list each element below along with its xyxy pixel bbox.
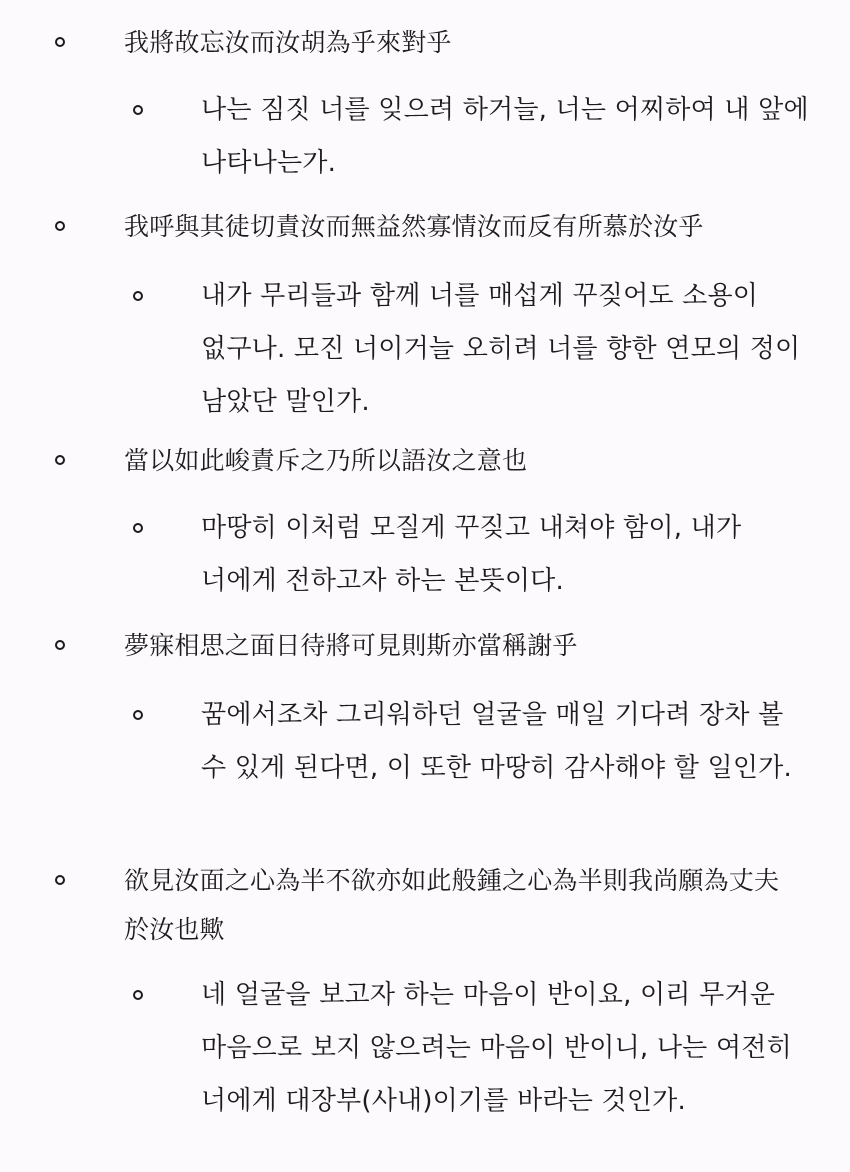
- bullet-circle-icon: [133, 710, 143, 720]
- original-text: 欲見汝面之心為半不欲亦如此般鍾之心為半則我尚願為丈夫於汝也歟: [124, 866, 780, 944]
- translation-text: 꿈에서조차 그리워하던 얼굴을 매일 기다려 장차 볼 수 있게 된다면, 이 또한 마땅히 감사해야 할 일인가.: [201, 700, 792, 783]
- bullet-circle-icon: [133, 523, 143, 533]
- original-text: 我呼與其徒切責汝而無益然寡情汝而反有所慕於汝乎: [124, 212, 704, 241]
- bullet-circle-icon: [133, 291, 143, 301]
- translation-text: 내가 무리들과 함께 너를 매섭게 꾸짖어도 소용이 없구나. 모진 너이거늘 오히려 너를 향한 연모의 정이 남았단 말인가.: [201, 281, 801, 417]
- bullet-circle-icon: [133, 990, 143, 1000]
- translation-text: 네 얼굴을 보고자 하는 마음이 반이요, 이리 무거운 마음으로 보지 않으려는 마음이 반이니, 나는 여전히 너에게 대장부(사내)이기를 바라는 것인가.: [201, 980, 792, 1116]
- bullet-circle-icon: [55, 221, 65, 231]
- original-text: 夢寐相思之面日待將可見則斯亦當稱謝乎: [124, 631, 578, 660]
- bullet-circle-icon: [55, 455, 65, 465]
- translation-text: 나는 짐짓 너를 잊으려 하거늘, 너는 어찌하여 내 앞에 나타나는가.: [201, 95, 809, 178]
- bullet-circle-icon: [55, 640, 65, 650]
- original-text: 當以如此峻責斥之乃所以語汝之意也: [124, 446, 528, 475]
- bullet-circle-icon: [55, 875, 65, 885]
- bullet-circle-icon: [55, 37, 65, 47]
- original-text: 我將故忘汝而汝胡為乎來對乎: [124, 28, 452, 57]
- translation-text: 마땅히 이처럼 모질게 꾸짖고 내쳐야 함이, 내가 너에게 전하고자 하는 본뜻이다.: [201, 513, 742, 596]
- bullet-circle-icon: [133, 105, 143, 115]
